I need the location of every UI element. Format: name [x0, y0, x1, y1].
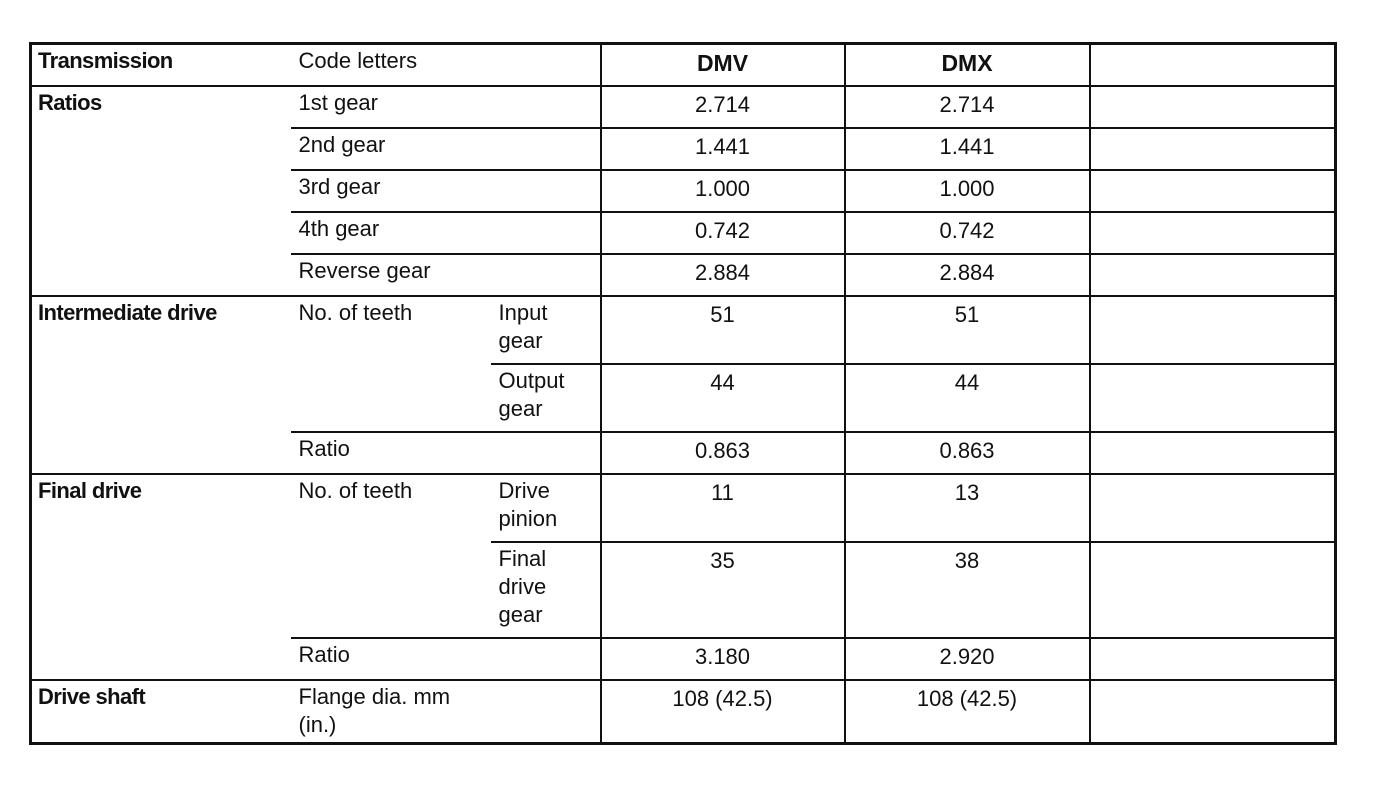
value-dmv: 1.441: [601, 128, 845, 170]
value-empty: [1090, 638, 1336, 680]
value-dmv: 0.742: [601, 212, 845, 254]
value-dmv: 1.000: [601, 170, 845, 212]
value-dmv: 44: [601, 364, 845, 432]
row-label: 4th gear: [291, 212, 601, 254]
value-dmv: 108 (42.5): [601, 680, 845, 744]
teeth-label: No. of teeth: [291, 474, 491, 638]
row-label: 2nd gear: [291, 128, 601, 170]
value-empty: [1090, 86, 1336, 128]
section-drive-shaft: Drive shaft: [31, 680, 291, 744]
value-empty: [1090, 432, 1336, 474]
value-empty: [1090, 680, 1336, 744]
value-dmx: 1.441: [845, 128, 1090, 170]
table-row: [31, 474, 1336, 542]
table-row: [31, 86, 1336, 128]
final-drive-gear-label: Final drive gear: [491, 542, 601, 638]
value-empty: [1090, 542, 1336, 638]
flange-label: [291, 680, 601, 744]
table-row: [31, 296, 1336, 364]
output-gear-label: Output gear: [491, 364, 601, 432]
value-empty: [1090, 364, 1336, 432]
header-row: [31, 44, 1336, 86]
value-empty: [1090, 474, 1336, 542]
value-dmv: 0.863: [601, 432, 845, 474]
value-dmx: 51: [845, 296, 1090, 364]
column-header-dmv: DMV: [601, 44, 845, 86]
input-gear-label: Input gear: [491, 296, 601, 364]
value-dmx: 1.000: [845, 170, 1090, 212]
column-header-empty: [1090, 44, 1336, 86]
value-dmx: 0.863: [845, 432, 1090, 474]
value-dmx: 38: [845, 542, 1090, 638]
value-dmx: 2.884: [845, 254, 1090, 296]
value-dmx: 0.742: [845, 212, 1090, 254]
flange-label-text: Flange dia. mm (in.): [298, 683, 451, 737]
drive-pinion-label: Drive pinion: [491, 474, 601, 542]
ratio-label: Ratio: [291, 638, 601, 680]
value-dmv: 2.884: [601, 254, 845, 296]
teeth-label: No. of teeth: [291, 296, 491, 432]
value-dmx: 2.714: [845, 86, 1090, 128]
section-transmission: Transmission: [31, 44, 291, 86]
value-dmv: 2.714: [601, 86, 845, 128]
value-dmx: 108 (42.5): [845, 680, 1090, 744]
value-empty: [1090, 128, 1336, 170]
section-final-drive: Final drive: [31, 474, 291, 680]
row-label: 1st gear: [291, 86, 601, 128]
row-label: 3rd gear: [291, 170, 601, 212]
value-dmx: 44: [845, 364, 1090, 432]
value-empty: [1090, 170, 1336, 212]
section-intermediate-drive: Intermediate drive: [31, 296, 291, 474]
transmission-spec-table: [29, 42, 1337, 745]
table-row: [31, 680, 1336, 744]
value-dmv: 3.180: [601, 638, 845, 680]
value-empty: [1090, 254, 1336, 296]
ratio-label: Ratio: [291, 432, 601, 474]
value-dmv: 51: [601, 296, 845, 364]
code-letters-label: Code letters: [291, 44, 601, 86]
column-header-dmx: DMX: [845, 44, 1090, 86]
value-empty: [1090, 212, 1336, 254]
value-dmx: 2.920: [845, 638, 1090, 680]
row-label: Reverse gear: [291, 254, 601, 296]
section-ratios: Ratios: [31, 86, 291, 296]
value-empty: [1090, 296, 1336, 364]
value-dmx: 13: [845, 474, 1090, 542]
value-dmv: 35: [601, 542, 845, 638]
value-dmv: 11: [601, 474, 845, 542]
